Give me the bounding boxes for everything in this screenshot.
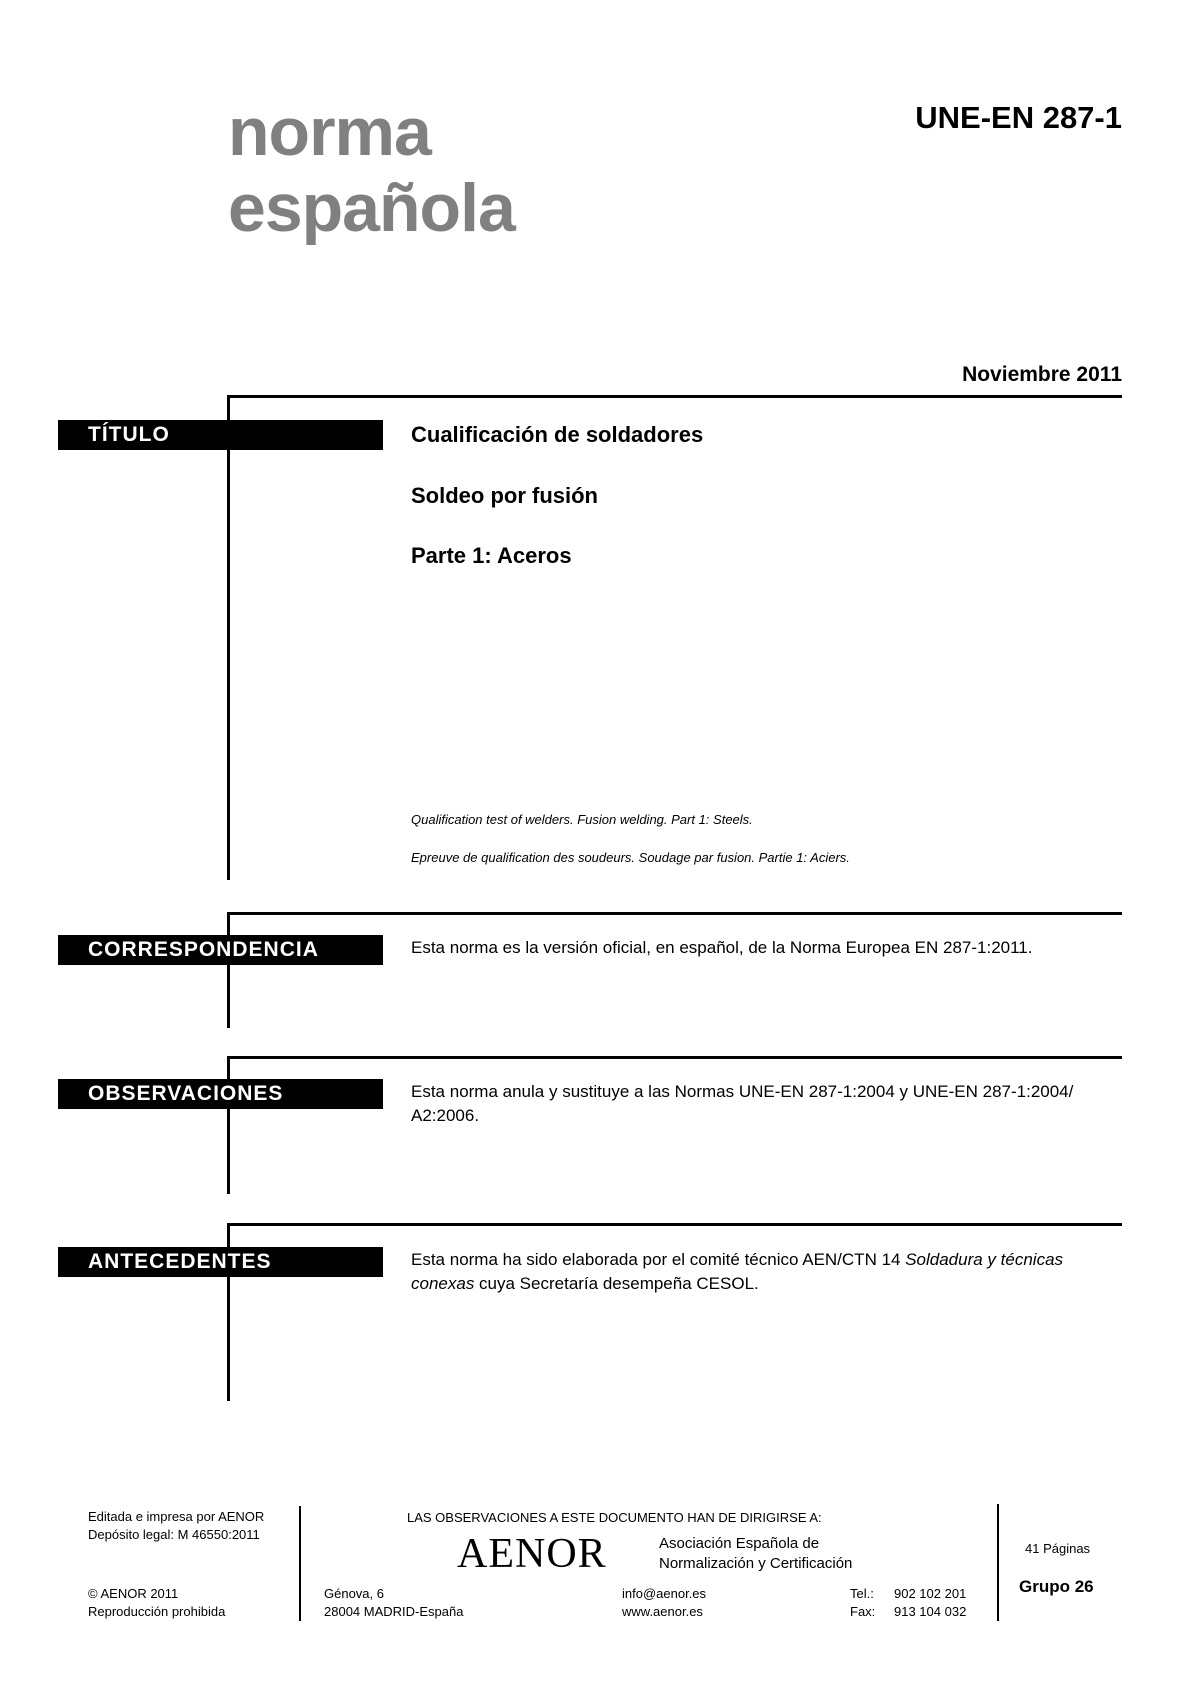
- brand-line-espanola: española: [228, 170, 515, 246]
- standard-code: UNE-EN 287-1: [915, 100, 1122, 135]
- aenor-logo: AENOR: [457, 1531, 607, 1577]
- section-vertical-rule-observaciones: [227, 1056, 230, 1194]
- title-english: Qualification test of welders. Fusion welding. Part 1: Steels.: [411, 812, 753, 827]
- publication-date: Noviembre 2011: [962, 363, 1122, 386]
- footer-copyright: © AENOR 2011: [88, 1586, 179, 1601]
- footer-price-group: Grupo 26: [1019, 1577, 1094, 1596]
- footer-email[interactable]: info@aenor.es: [622, 1586, 707, 1601]
- antecedentes-text: [411, 1248, 1123, 1296]
- footer-contact-heading: LAS OBSERVACIONES A ESTE DOCUMENTO HAN DE DIRIGIRSE A:: [407, 1510, 822, 1525]
- footer-address-city: 28004 MADRID-España: [324, 1604, 464, 1619]
- footer-edited: Editada e impresa por AENOR: [88, 1509, 265, 1524]
- antecedentes-text-start: Esta norma ha sido elaborada por el comité técnico AEN/CTN 14: [411, 1250, 906, 1269]
- title-part: Parte 1: Aceros: [411, 543, 572, 568]
- section-label-titulo: TÍTULO: [58, 420, 383, 450]
- observaciones-text: Esta norma anula y sustituye a las Normas UNE-EN 287-1:2004 y UNE-EN 287-1:2004/ A2:2006.: [411, 1082, 1074, 1125]
- footer-fax-label: Fax:: [850, 1604, 876, 1619]
- title-main: Cualificación de soldadores: [411, 422, 704, 447]
- section-label-antecedentes: ANTECEDENTES: [58, 1247, 383, 1277]
- aenor-association-line1: Asociación Española de: [659, 1535, 820, 1552]
- section-vertical-rule-titulo: [227, 395, 230, 880]
- title-french: Epreuve de qualification des soudeurs. Soudage par fusion. Partie 1: Aciers.: [411, 850, 850, 865]
- footer-tel-value: 902 102 201: [894, 1586, 967, 1601]
- section-label-correspondencia: CORRESPONDENCIA: [58, 935, 383, 965]
- footer-address-street: Génova, 6: [324, 1586, 384, 1601]
- footer-website[interactable]: www.aenor.es: [622, 1604, 703, 1619]
- brand-line-norma: norma: [228, 94, 431, 170]
- footer-fax-value: 913 104 032: [894, 1604, 967, 1619]
- section-divider-titulo: [228, 395, 1122, 398]
- section-divider-observaciones: [228, 1056, 1122, 1059]
- title-subtitle: Soldeo por fusión: [411, 483, 598, 508]
- section-divider-antecedentes: [228, 1223, 1122, 1226]
- antecedentes-committee-name: Soldadura y técnicas conexas: [411, 1250, 1064, 1293]
- section-vertical-rule-correspondencia: [227, 912, 230, 1028]
- footer-tel-label: Tel.:: [850, 1586, 874, 1601]
- section-label-observaciones: OBSERVACIONES: [58, 1079, 383, 1109]
- footer-deposito-legal: Depósito legal: M 46550:2011: [88, 1527, 260, 1542]
- aenor-association-line2: Normalización y Certificación: [659, 1555, 853, 1572]
- footer-separator-left: [299, 1506, 301, 1621]
- section-divider-correspondencia: [228, 912, 1122, 915]
- correspondencia-text: Esta norma es la versión oficial, en español, de la Norma Europea EN 287-1:2011.: [411, 938, 1033, 957]
- footer-reproduction-notice: Reproducción prohibida: [88, 1604, 226, 1619]
- footer-page-count: 41 Páginas: [1025, 1541, 1091, 1556]
- antecedentes-text-end: cuya Secretaría desempeña CESOL.: [474, 1274, 759, 1293]
- footer-separator-right: [997, 1504, 999, 1621]
